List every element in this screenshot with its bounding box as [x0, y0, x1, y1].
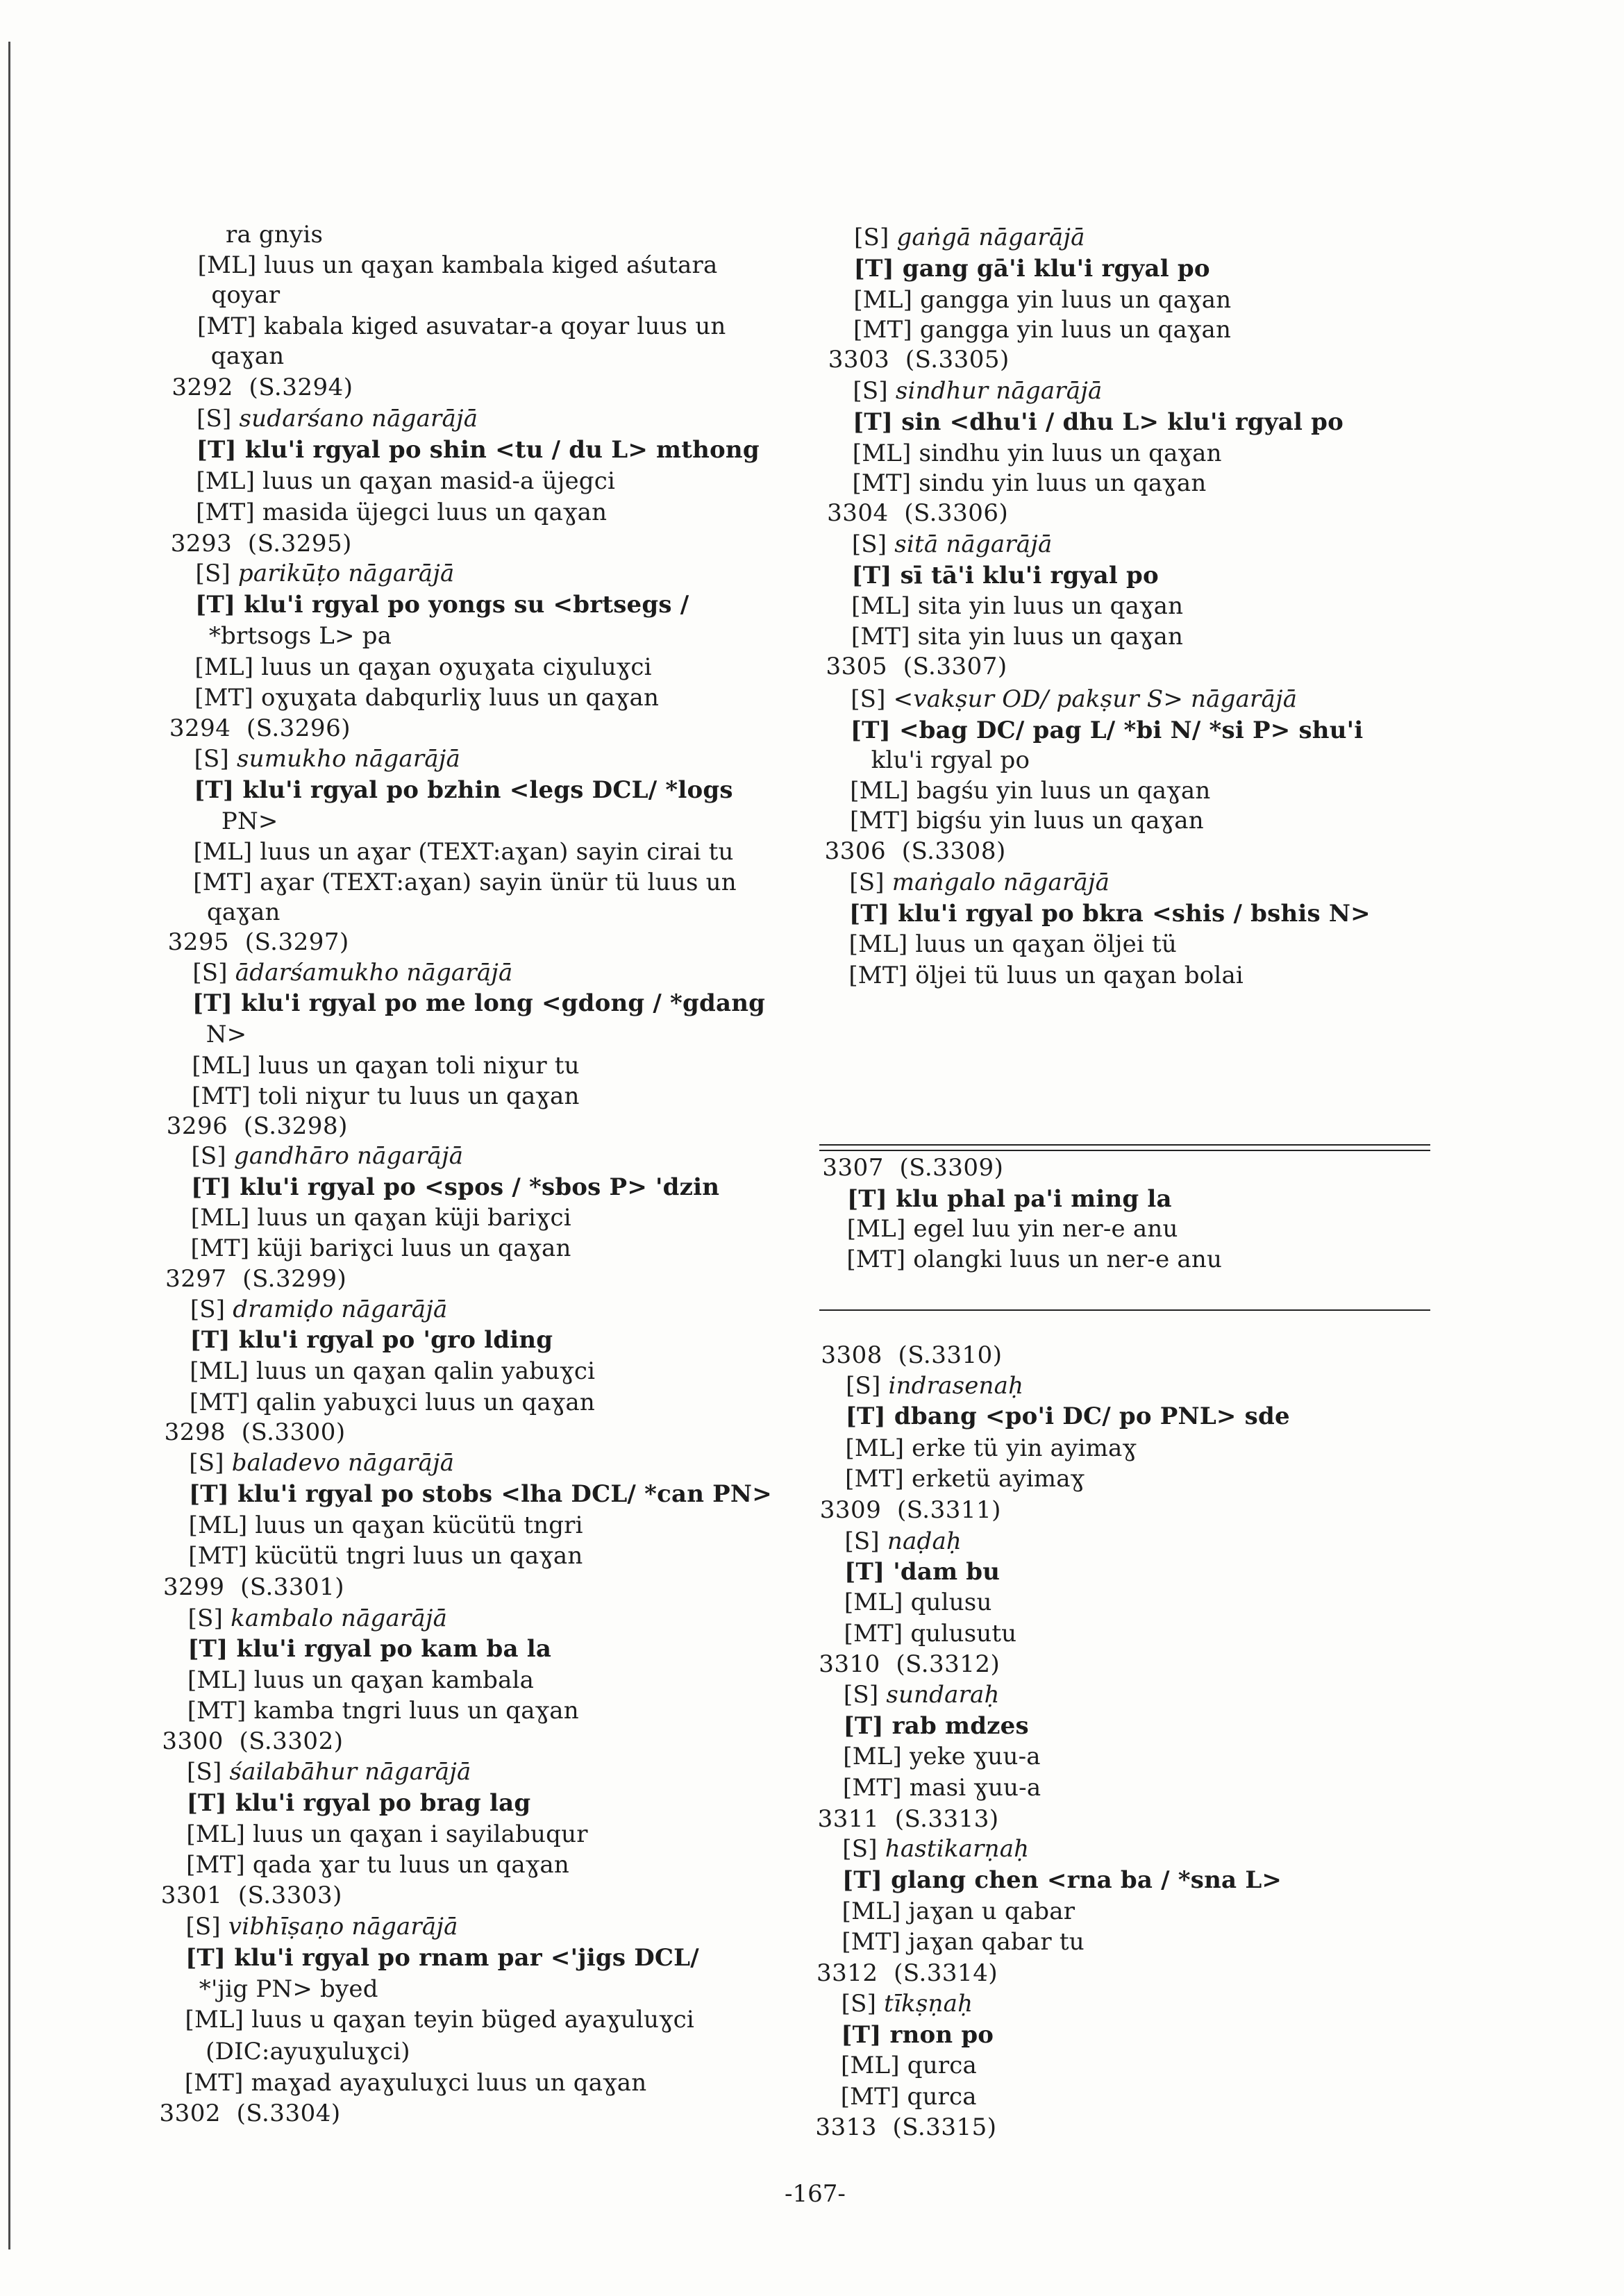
right-column-line: [T] klu'i rgyal po bkra <shis / bshis N>	[848, 900, 1371, 928]
left-column-line: [T] klu'i rgyal po <spos / *sbos P> 'dzin	[191, 1173, 720, 1201]
left-column-line: [S] sumukho nāgarājā	[194, 745, 460, 773]
right-column-line: [S] maṅgalo nāgarājā	[849, 869, 1110, 896]
left-column-line: [T] klu'i rgyal po brag lag	[186, 1789, 531, 1817]
left-column-line: 3293 (S.3295)	[170, 530, 352, 558]
left-column-line: [ML] luus un qaɣan qalin yabuɣci	[190, 1357, 596, 1385]
right-column-line: 3309 (S.3311)	[819, 1496, 1001, 1524]
right-column-line: [MT] gangga yin luus un qaɣan	[853, 316, 1232, 344]
right-column-line: 3308 (S.3310)	[821, 1341, 1003, 1369]
separator-rule-1	[819, 1144, 1430, 1146]
right-column-line: [ML] sindhu yin luus un qaɣan	[852, 439, 1222, 467]
right-column-line: [T] rnon po	[841, 2021, 994, 2049]
left-column-line: [ML] luus un qaɣan kücütü tngri	[188, 1511, 583, 1539]
right-column-line: [ML] bagśu yin luus un qaɣan	[850, 777, 1211, 805]
left-column-line: [S] vibhīṣaṇo nāgarājā	[185, 1913, 458, 1941]
left-column-line: [T] klu'i rgyal po 'gro lding	[190, 1326, 553, 1354]
right-column-line: [T] glang chen <rna ba / *sna L>	[842, 1866, 1282, 1894]
left-column-line: [S] kambalo nāgarājā	[187, 1604, 448, 1632]
right-column-line: 3305 (S.3307)	[826, 653, 1007, 680]
left-column-line: [S] gandhāro nāgarājā	[191, 1142, 464, 1170]
left-column-line: [MT] kabala kiged asuvatar-a qoyar luus un	[197, 312, 726, 340]
left-column-line: [MT] aɣar (TEXT:aɣan) sayin ünür tü luus un	[193, 869, 737, 896]
right-column-line: [T] sī tā'i klu'i rgyal po	[851, 562, 1159, 589]
left-column-line: [ML] luus u qaɣan teyin büged ayaɣuluɣci	[185, 2006, 694, 2034]
right-column-line: [MT] bigśu yin luus un qaɣan	[849, 807, 1204, 835]
right-column-line: 3306 (S.3308)	[824, 837, 1006, 865]
left-column-line: qaɣan	[206, 898, 281, 926]
left-column-line: 3292 (S.3294)	[171, 374, 353, 401]
right-column-line: [T] rab mdzes	[843, 1712, 1029, 1740]
left-column-line: [ML] luus un qaɣan kambala kiged aśutara	[197, 251, 718, 279]
right-column-line: [MT] olangki luus un ner-e anu	[846, 1246, 1223, 1273]
left-column-line: [S] śailabāhur nāgarājā	[187, 1758, 471, 1786]
right-column-line: [MT] sita yin luus un qaɣan	[851, 623, 1184, 651]
left-column-line: [MT] toli niɣur tu luus un qaɣan	[192, 1082, 580, 1110]
right-column-line: [ML] egel luu yin ner-e anu	[846, 1215, 1178, 1243]
left-column-line: [ML] luus un qaɣan küji bariɣci	[190, 1204, 571, 1232]
left-column-line: 3296 (S.3298)	[166, 1112, 348, 1140]
left-column-line: [S] parikūṭo nāgarājā	[195, 560, 455, 587]
right-column-line: [T] dbang <po'i DC/ po PNL> sde	[845, 1402, 1290, 1430]
right-column-line: 3311 (S.3313)	[817, 1805, 999, 1833]
left-column-line: PN>	[221, 807, 278, 835]
left-column-line: [MT] kamba tngri luus un qaɣan	[187, 1697, 579, 1725]
right-column-line: [MT] erketü ayimaɣ	[845, 1465, 1085, 1493]
right-column-line: [S] <vakṣur OD/ pakṣur S> nāgarājā	[851, 685, 1298, 713]
left-column-line: 3299 (S.3301)	[162, 1573, 345, 1601]
left-column-line: [MT] oɣuɣata dabqurliɣ luus un qaɣan	[194, 684, 660, 712]
left-column-line: N>	[206, 1021, 247, 1048]
left-column-line: [ML] luus un qaɣan oɣuɣata ciɣuluɣci	[194, 653, 652, 681]
right-column-line: [ML] qulusu	[844, 1589, 992, 1616]
right-column-line: [T] sin <dhu'i / dhu L> klu'i rgyal po	[853, 408, 1344, 436]
scan-margin-line	[8, 42, 10, 2249]
left-column-line: ra gnyis	[226, 221, 324, 249]
left-column-line: [MT] qalin yabuɣci luus un qaɣan	[189, 1389, 595, 1416]
right-column-line: [MT] jaɣan qabar tu	[842, 1928, 1085, 1956]
left-column-line: [ML] luus un qaɣan masid-a üjegci	[196, 467, 616, 495]
left-column-line: [MT] küji bariɣci luus un qaɣan	[190, 1234, 571, 1262]
left-column-line: (DIC:ayuɣuluɣci)	[206, 2038, 410, 2065]
left-column-line: [MT] masida üjegci luus un qaɣan	[196, 498, 608, 526]
left-column-line: [MT] qada ɣar tu luus un qaɣan	[186, 1851, 569, 1879]
left-column-line: [T] klu'i rgyal po rnam par <'jigs DCL/	[185, 1944, 699, 1972]
right-column-line: [T] 'dam bu	[844, 1558, 1001, 1586]
left-column-line: [T] klu'i rgyal po bzhin <legs DCL/ *logs	[194, 776, 733, 804]
right-column-line: [ML] luus un qaɣan öljei tü	[848, 930, 1177, 958]
left-column-line: [S] baladevo nāgarājā	[189, 1449, 455, 1477]
right-column-line: [ML] gangga yin luus un qaɣan	[853, 286, 1232, 314]
left-column-line: 3294 (S.3296)	[169, 714, 351, 742]
left-column-line: [T] klu'i rgyal po me long <gdong / *gdang	[192, 989, 766, 1017]
right-column-line: [T] klu phal pa'i ming la	[847, 1185, 1172, 1213]
left-column-line: [MT] kücütü tngri luus un qaɣan	[188, 1542, 583, 1570]
right-column-line: [MT] öljei tü luus un qaɣan bolai	[848, 962, 1244, 989]
right-column-line: [ML] sita yin luus un qaɣan	[851, 592, 1184, 620]
left-column-line: 3302 (S.3304)	[159, 2100, 341, 2127]
left-column-line: 3295 (S.3297)	[167, 928, 349, 956]
left-column-line: [T] klu'i rgyal po stobs <lha DCL/ *can PN>	[188, 1480, 772, 1508]
right-column-line: 3313 (S.3315)	[815, 2113, 997, 2141]
right-column-line: 3307 (S.3309)	[822, 1154, 1004, 1182]
right-column-line: [ML] yeke ɣuu-a	[843, 1743, 1041, 1770]
left-column-line: *'jig PN> byed	[199, 1975, 378, 2003]
left-column-line: [T] klu'i rgyal po kam ba la	[187, 1635, 552, 1663]
right-column-line: [S] sundaraḥ	[843, 1681, 1000, 1709]
left-column-line: [T] klu'i rgyal po shin <tu / du L> mthong	[196, 436, 760, 464]
page-number: -167-	[785, 2180, 846, 2208]
right-column-line: [T] gang gā'i klu'i rgyal po	[853, 255, 1210, 283]
left-column-line: [S] ādarśamukho nāgarājā	[192, 959, 513, 987]
right-column-line: [ML] jaɣan u qabar	[842, 1897, 1075, 1925]
right-column-line: [MT] masi ɣuu-a	[842, 1774, 1041, 1802]
left-column-line: 3297 (S.3299)	[165, 1265, 347, 1293]
right-column-line: 3303 (S.3305)	[828, 346, 1010, 374]
right-column-line: [S] naḍaḥ	[844, 1527, 962, 1555]
left-column-line: [ML] luus un qaɣan toli niɣur tu	[192, 1052, 580, 1080]
separator-rule-2	[819, 1150, 1430, 1151]
left-column-line: 3300 (S.3302)	[162, 1727, 344, 1755]
separator-rule-3	[819, 1309, 1430, 1311]
right-column-line: [S] hastikarṇaḥ	[842, 1835, 1030, 1863]
right-column-line: [S] indrasenaḥ	[846, 1372, 1024, 1400]
left-column-line: [S] sudarśano nāgarājā	[196, 405, 478, 433]
left-column-line: qoyar	[211, 281, 281, 309]
right-column-line: [T] <bag DC/ pag L/ *bi N/ *si P> shu'i	[850, 717, 1364, 744]
right-column-line: [MT] qulusutu	[844, 1620, 1017, 1648]
left-column-line: [S] dramiḍo nāgarājā	[190, 1296, 448, 1323]
right-column-line: [S] gaṅgā nāgarājā	[854, 224, 1085, 251]
right-column-line: 3304 (S.3306)	[827, 499, 1009, 527]
right-column-line: [ML] erke tü yin ayimaɣ	[845, 1434, 1137, 1462]
right-column-line: 3310 (S.3312)	[819, 1650, 1001, 1678]
left-column-line: [ML] luus un qaɣan i sayilabuqur	[186, 1820, 588, 1848]
left-column-line: [T] klu'i rgyal po yongs su <brtsegs /	[195, 591, 689, 619]
right-column-line: klu'i rgyal po	[871, 746, 1030, 774]
right-column-line: 3312 (S.3314)	[817, 1959, 998, 1987]
left-column-line: [ML] luus un qaɣan kambala	[187, 1666, 535, 1694]
left-column-line: [ML] luus un aɣar (TEXT:aɣan) sayin cirai tu	[193, 838, 734, 866]
right-column-line: [ML] qurca	[841, 2052, 977, 2079]
left-column-line: 3301 (S.3303)	[160, 1882, 342, 1909]
right-column-line: [S] sindhur nāgarājā	[853, 377, 1103, 405]
right-column-line: [MT] qurca	[840, 2083, 977, 2111]
right-column-line: [MT] sindu yin luus un qaɣan	[852, 469, 1207, 497]
right-column-line: [S] sitā nāgarājā	[851, 530, 1053, 558]
right-column-line: [S] tīkṣṇaḥ	[841, 1990, 973, 2018]
left-column-line: *brtsogs L> pa	[208, 622, 392, 650]
left-column-line: qaɣan	[210, 342, 285, 370]
left-column-line: [MT] maɣad ayaɣuluɣci luus un qaɣan	[184, 2069, 647, 2097]
left-column-line: 3298 (S.3300)	[164, 1418, 346, 1446]
